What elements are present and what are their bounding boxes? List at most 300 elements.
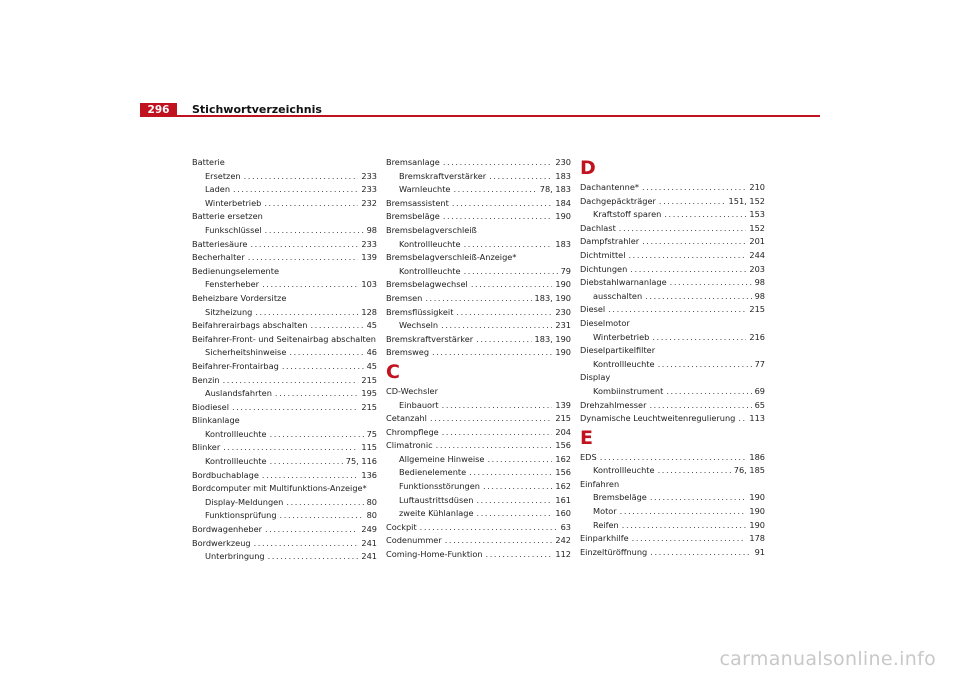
- page-reference: 46: [366, 347, 377, 358]
- dot-leader: [420, 521, 558, 535]
- index-heading: Bremsbelagverschleiß: [386, 224, 477, 235]
- dot-leader: [471, 278, 553, 292]
- page-reference: 183: [555, 170, 571, 181]
- dot-leader: [262, 278, 358, 292]
- index-column-1: [192, 156, 377, 564]
- index-term: Einbauort: [399, 399, 439, 410]
- index-subentry: [192, 197, 377, 211]
- index-heading: Blinkanlage: [192, 415, 240, 426]
- dot-leader: [442, 426, 553, 440]
- dot-leader: [432, 346, 552, 360]
- index-subentry: [386, 480, 571, 494]
- index-subentry: [580, 385, 765, 399]
- dot-leader: [487, 453, 552, 467]
- index-subentry: [386, 466, 571, 480]
- index-term: Sicherheitshinweise: [205, 347, 287, 358]
- page-reference: 184: [555, 197, 571, 208]
- index-subentry: [192, 278, 377, 292]
- index-term: Dampfstrahler: [580, 236, 640, 247]
- page-reference: 244: [749, 249, 765, 260]
- dot-leader: [280, 509, 364, 523]
- index-subentry: [386, 319, 571, 333]
- index-entry: [580, 195, 765, 209]
- page-reference: 151, 152: [728, 195, 765, 206]
- dot-leader: [666, 385, 751, 399]
- index-term: Kombiinstrument: [593, 385, 664, 396]
- index-term: Kontrollleuchte: [593, 358, 655, 369]
- dot-leader: [649, 399, 751, 413]
- page-reference: 190: [555, 211, 571, 222]
- page-reference: 80: [366, 496, 377, 507]
- index-term: Sitzheizung: [205, 306, 253, 317]
- page-reference: 75, 116: [345, 456, 377, 467]
- index-heading: Beheizbare Vordersitze: [192, 292, 287, 303]
- index-subentry: [580, 358, 765, 372]
- index-heading: Batterie: [192, 157, 225, 167]
- page-reference: 190: [555, 279, 571, 290]
- index-term: Laden: [205, 184, 231, 195]
- index-term: Benzin: [192, 374, 220, 385]
- dot-leader: [232, 401, 358, 415]
- dot-leader: [642, 235, 746, 249]
- index-term: Bremsanlage: [386, 157, 440, 167]
- index-entry: [192, 319, 377, 333]
- page-reference: 91: [754, 546, 765, 557]
- dot-leader: [250, 238, 358, 252]
- index-term: Warnleuchte: [399, 184, 451, 195]
- dot-leader: [483, 480, 552, 494]
- dot-leader: [441, 319, 552, 333]
- index-term: Unterbringung: [205, 551, 265, 562]
- dot-leader: [619, 222, 747, 236]
- index-entry: [386, 306, 571, 320]
- index-entry: [386, 439, 571, 453]
- page-reference: 162: [555, 453, 571, 464]
- index-term: Luftaustrittsdüsen: [399, 494, 474, 505]
- index-term: Kontrollleuchte: [593, 465, 655, 476]
- dot-leader: [264, 197, 358, 211]
- dot-leader: [265, 224, 364, 238]
- index-term: Allgemeine Hinweise: [399, 453, 485, 464]
- index-term: EDS: [580, 451, 597, 462]
- index-term: Bremskraftverstärker: [399, 170, 487, 181]
- page-reference: 76, 185: [733, 465, 765, 476]
- index-entry: [580, 412, 765, 426]
- index-heading: Bedienungselemente: [192, 265, 279, 276]
- dot-leader: [659, 195, 726, 209]
- index-term: Beifahrer-Frontairbag: [192, 360, 279, 371]
- index-heading: Display: [580, 372, 611, 383]
- index-subentry: [580, 464, 765, 478]
- index-term: Biodiesel: [192, 401, 229, 412]
- page-reference: 98: [366, 224, 377, 235]
- index-subentry: [192, 183, 377, 197]
- page-reference: 183: [555, 238, 571, 249]
- page-reference: 249: [361, 524, 377, 535]
- page-reference: 65: [754, 399, 765, 410]
- page-reference: 69: [754, 385, 765, 396]
- index-entry: [192, 441, 377, 455]
- page-reference: 215: [749, 304, 765, 315]
- page-reference: 183, 190: [534, 333, 571, 344]
- dot-leader: [289, 346, 363, 360]
- page-reference: 115: [361, 442, 377, 453]
- index-term: Bremsbeläge: [386, 211, 440, 222]
- index-term: Bremsen: [386, 292, 423, 303]
- index-term: Dachantenne*: [580, 182, 639, 192]
- page-reference: 78, 183: [539, 184, 571, 195]
- index-subentry: [192, 346, 377, 360]
- section-letter: E: [580, 426, 593, 449]
- index-subentry: [580, 290, 765, 304]
- index-term: Codenummer: [386, 535, 442, 546]
- index-entry: [580, 276, 765, 290]
- index-subentry: [386, 265, 571, 279]
- index-subentry: [192, 170, 377, 184]
- page-reference: 136: [361, 469, 377, 480]
- page-reference: 190: [749, 506, 765, 517]
- dot-leader: [442, 399, 553, 413]
- dot-leader: [456, 306, 552, 320]
- index-term: Einparkhilfe: [580, 533, 629, 544]
- page-reference: 98: [754, 277, 765, 288]
- index-term: Beifahrerairbags abschalten: [192, 320, 308, 331]
- index-subentry: [580, 505, 765, 519]
- page-reference: 241: [361, 551, 377, 562]
- page-reference: 139: [555, 399, 571, 410]
- page-number: 296: [140, 103, 177, 117]
- dot-leader: [430, 412, 552, 426]
- index-entry: [580, 181, 765, 195]
- index-subentry: [192, 509, 377, 523]
- index-subentry: [580, 331, 765, 345]
- index-entry: [386, 197, 571, 211]
- dot-leader: [275, 387, 358, 401]
- index-term: Climatronic: [386, 440, 433, 451]
- index-term: Bremsassistent: [386, 197, 449, 208]
- page-reference: 128: [361, 306, 377, 317]
- dot-leader: [630, 263, 746, 277]
- dot-leader: [608, 303, 746, 317]
- index-entry: [192, 251, 377, 265]
- index-subentry: [580, 491, 765, 505]
- page-reference: 216: [749, 331, 765, 342]
- dot-leader: [476, 333, 531, 347]
- index-term: Bordbuchablage: [192, 469, 259, 480]
- index-entry: [386, 534, 571, 548]
- dot-leader: [223, 374, 359, 388]
- index-term: Bremsbeläge: [593, 492, 647, 503]
- index-entry: [580, 249, 765, 263]
- page-reference: 153: [749, 209, 765, 220]
- index-term: Coming-Home-Funktion: [386, 549, 483, 560]
- index-entry: [386, 156, 571, 170]
- index-entry: [580, 235, 765, 249]
- dot-leader: [443, 156, 553, 170]
- index-heading: Dieselmotor: [580, 317, 630, 328]
- index-heading: CD-Wechsler: [386, 385, 438, 396]
- index-term: Auslandsfahrten: [205, 388, 272, 399]
- page-reference: 232: [361, 197, 377, 208]
- dot-leader: [282, 360, 364, 374]
- dot-leader: [645, 290, 751, 304]
- page-reference: 190: [555, 347, 571, 358]
- index-term: Winterbetrieb: [593, 331, 650, 342]
- page-reference: 161: [555, 494, 571, 505]
- dot-leader: [650, 546, 751, 560]
- index-term: Dichtungen: [580, 263, 628, 274]
- index-term: Bordwerkzeug: [192, 537, 251, 548]
- page-reference: 156: [555, 467, 571, 478]
- index-term: Bedienelemente: [399, 467, 467, 478]
- index-entry: [192, 374, 377, 388]
- dot-leader: [658, 358, 752, 372]
- index-heading: Bordcomputer mit Multifunktions-Anzeige*: [192, 483, 367, 494]
- index-term: Dachgepäckträger: [580, 195, 656, 206]
- dot-leader: [268, 550, 359, 564]
- page-reference: 203: [749, 263, 765, 274]
- index-term: Ersetzen: [205, 170, 241, 181]
- dot-leader: [600, 451, 747, 465]
- index-term: Dichtmittel: [580, 249, 626, 260]
- index-term: Blinker: [192, 442, 221, 453]
- index-entry: [386, 412, 571, 426]
- page-reference: 45: [366, 360, 377, 371]
- page-reference: 75: [366, 428, 377, 439]
- index-entry: [580, 303, 765, 317]
- page-reference: 233: [361, 238, 377, 249]
- dot-leader: [469, 466, 552, 480]
- dot-leader: [262, 469, 358, 483]
- index-term: Wechseln: [399, 320, 439, 331]
- index-term: Drehzahlmesser: [580, 399, 647, 410]
- index-heading: Bremsbelagverschleiß-Anzeige*: [386, 252, 517, 263]
- page-reference: 79: [560, 265, 571, 276]
- index-entry: [386, 278, 571, 292]
- page-reference: 160: [555, 508, 571, 519]
- index-entry: [192, 238, 377, 252]
- index-term: Kontrollleuchte: [205, 428, 267, 439]
- dot-leader: [452, 197, 553, 211]
- index-column-2: [386, 156, 571, 562]
- page-reference: 77: [754, 358, 765, 369]
- index-term: Dynamische Leuchtweitenregulierung: [580, 413, 736, 424]
- page-reference: 210: [749, 182, 765, 192]
- page-reference: 80: [366, 510, 377, 521]
- dot-leader: [632, 532, 747, 546]
- dot-leader: [477, 507, 553, 521]
- index-subentry: [580, 519, 765, 533]
- dot-leader: [738, 412, 746, 426]
- index-term: Bremsflüssigkeit: [386, 306, 454, 317]
- index-term: Reifen: [593, 519, 619, 530]
- dot-leader: [310, 319, 363, 333]
- index-subentry: [192, 496, 377, 510]
- index-subentry: [386, 507, 571, 521]
- page-reference: 241: [361, 537, 377, 548]
- index-subentry: [386, 238, 571, 252]
- dot-leader: [464, 265, 558, 279]
- index-term: Cetanzahl: [386, 413, 427, 424]
- index-term: Batteriesäure: [192, 238, 248, 249]
- dot-leader: [248, 251, 359, 265]
- page-reference: 233: [361, 170, 377, 181]
- page-reference: 139: [361, 252, 377, 263]
- page-reference: 231: [555, 320, 571, 331]
- index-column-3: [580, 156, 765, 559]
- index-term: Bremsbelagwechsel: [386, 279, 468, 290]
- index-entry: [580, 399, 765, 413]
- index-term: Winterbetrieb: [205, 197, 262, 208]
- index-entry: [386, 292, 571, 306]
- page-reference: 162: [555, 481, 571, 492]
- dot-leader: [270, 455, 343, 469]
- page-reference: 233: [361, 184, 377, 195]
- index-entry: [192, 401, 377, 415]
- index-term: Chrompflege: [386, 426, 439, 437]
- dot-leader: [453, 183, 536, 197]
- dot-leader: [620, 505, 747, 519]
- dot-leader: [622, 519, 747, 533]
- page-reference: 204: [555, 426, 571, 437]
- index-subentry: [192, 455, 377, 469]
- page-reference: 152: [749, 222, 765, 233]
- index-entry: [580, 532, 765, 546]
- index-entry: [386, 521, 571, 535]
- index-entry: [386, 210, 571, 224]
- page-reference: 190: [749, 492, 765, 503]
- index-entry: [192, 537, 377, 551]
- dot-leader: [244, 170, 359, 184]
- index-subentry: [192, 306, 377, 320]
- page-reference: 190: [749, 519, 765, 530]
- page-reference: 242: [555, 535, 571, 546]
- dot-leader: [270, 428, 364, 442]
- index-term: Kontrollleuchte: [399, 265, 461, 276]
- index-entry: [580, 263, 765, 277]
- dot-leader: [425, 292, 531, 306]
- index-subentry: [192, 387, 377, 401]
- page-reference: 186: [749, 451, 765, 462]
- dot-leader: [436, 439, 553, 453]
- dot-leader: [445, 534, 553, 548]
- page-reference: 195: [361, 388, 377, 399]
- index-term: Display-Meldungen: [205, 496, 284, 507]
- dot-leader: [476, 494, 552, 508]
- index-entry: [192, 523, 377, 537]
- index-subentry: [192, 550, 377, 564]
- page-reference: 215: [555, 413, 571, 424]
- index-term: zweite Kühlanlage: [399, 508, 474, 519]
- index-term: Funktionsprüfung: [205, 510, 277, 521]
- dot-leader: [255, 306, 358, 320]
- index-term: Bremsweg: [386, 347, 430, 358]
- dot-leader: [670, 276, 752, 290]
- dot-leader: [652, 331, 746, 345]
- page-reference: 183, 190: [534, 292, 571, 303]
- index-term: Becherhalter: [192, 252, 245, 263]
- index-term: Funktionsstörungen: [399, 481, 480, 492]
- index-subentry: [386, 183, 571, 197]
- index-subentry: [386, 453, 571, 467]
- index-entry: [386, 333, 571, 347]
- index-entry: [580, 222, 765, 236]
- dot-leader: [486, 548, 553, 562]
- page-reference: 112: [555, 549, 571, 560]
- dot-leader: [254, 537, 359, 551]
- index-term: Diebstahlwarnanlage: [580, 277, 667, 288]
- dot-leader: [443, 210, 553, 224]
- dot-leader: [664, 208, 746, 222]
- section-letter: C: [386, 360, 400, 383]
- index-term: Dachlast: [580, 222, 616, 233]
- page-reference: 103: [361, 279, 377, 290]
- index-term: ausschalten: [593, 290, 643, 301]
- index-term: Einzeltüröffnung: [580, 546, 648, 557]
- dot-leader: [464, 238, 553, 252]
- index-term: Funkschlüssel: [205, 224, 262, 235]
- page-reference: 230: [555, 306, 571, 317]
- section-letter: D: [580, 157, 596, 179]
- index-subentry: [386, 494, 571, 508]
- dot-leader: [286, 496, 363, 510]
- index-entry: [580, 451, 765, 465]
- index-term: Kontrollleuchte: [205, 456, 267, 467]
- index-term: Bordwagenheber: [192, 524, 263, 535]
- page-reference: 98: [754, 290, 765, 301]
- index-entry: [192, 469, 377, 483]
- page-reference: 215: [361, 374, 377, 385]
- index-entry: [192, 360, 377, 374]
- page-reference: 113: [749, 413, 765, 424]
- index-subentry: [192, 224, 377, 238]
- index-term: Kontrollleuchte: [399, 238, 461, 249]
- index-entry: [386, 548, 571, 562]
- index-subentry: [192, 428, 377, 442]
- page-reference: 45: [366, 320, 377, 331]
- index-subentry: [386, 399, 571, 413]
- index-entry: [580, 546, 765, 560]
- index-heading: Dieselpartikelfilter: [580, 345, 656, 356]
- dot-leader: [489, 170, 552, 184]
- index-term: Cockpit: [386, 521, 417, 532]
- index-term: Bremskraftverstärker: [386, 333, 474, 344]
- dot-leader: [265, 523, 358, 537]
- index-entry: [386, 426, 571, 440]
- index-subentry: [580, 208, 765, 222]
- index-term: Fensterheber: [205, 279, 260, 290]
- page-reference: 215: [361, 401, 377, 412]
- page-reference: 63: [560, 521, 571, 532]
- index-heading: Einfahren: [580, 478, 620, 489]
- index-term: Motor: [593, 506, 617, 517]
- index-term: Kraftstoff sparen: [593, 209, 662, 220]
- watermark: carmanualsonline.info: [719, 648, 936, 670]
- page-reference: 156: [555, 440, 571, 451]
- page-reference: 201: [749, 236, 765, 247]
- dot-leader: [223, 441, 358, 455]
- index-term: Diesel: [580, 304, 606, 315]
- dot-leader: [650, 491, 747, 505]
- index-heading: Beifahrer-Front- und Seitenairbag abschalten: [192, 333, 376, 344]
- page-reference: 230: [555, 157, 571, 167]
- page-reference: 178: [749, 533, 765, 544]
- dot-leader: [642, 181, 746, 195]
- dot-leader: [658, 464, 731, 478]
- dot-leader: [233, 183, 358, 197]
- index-subentry: [386, 170, 571, 184]
- index-entry: [386, 346, 571, 360]
